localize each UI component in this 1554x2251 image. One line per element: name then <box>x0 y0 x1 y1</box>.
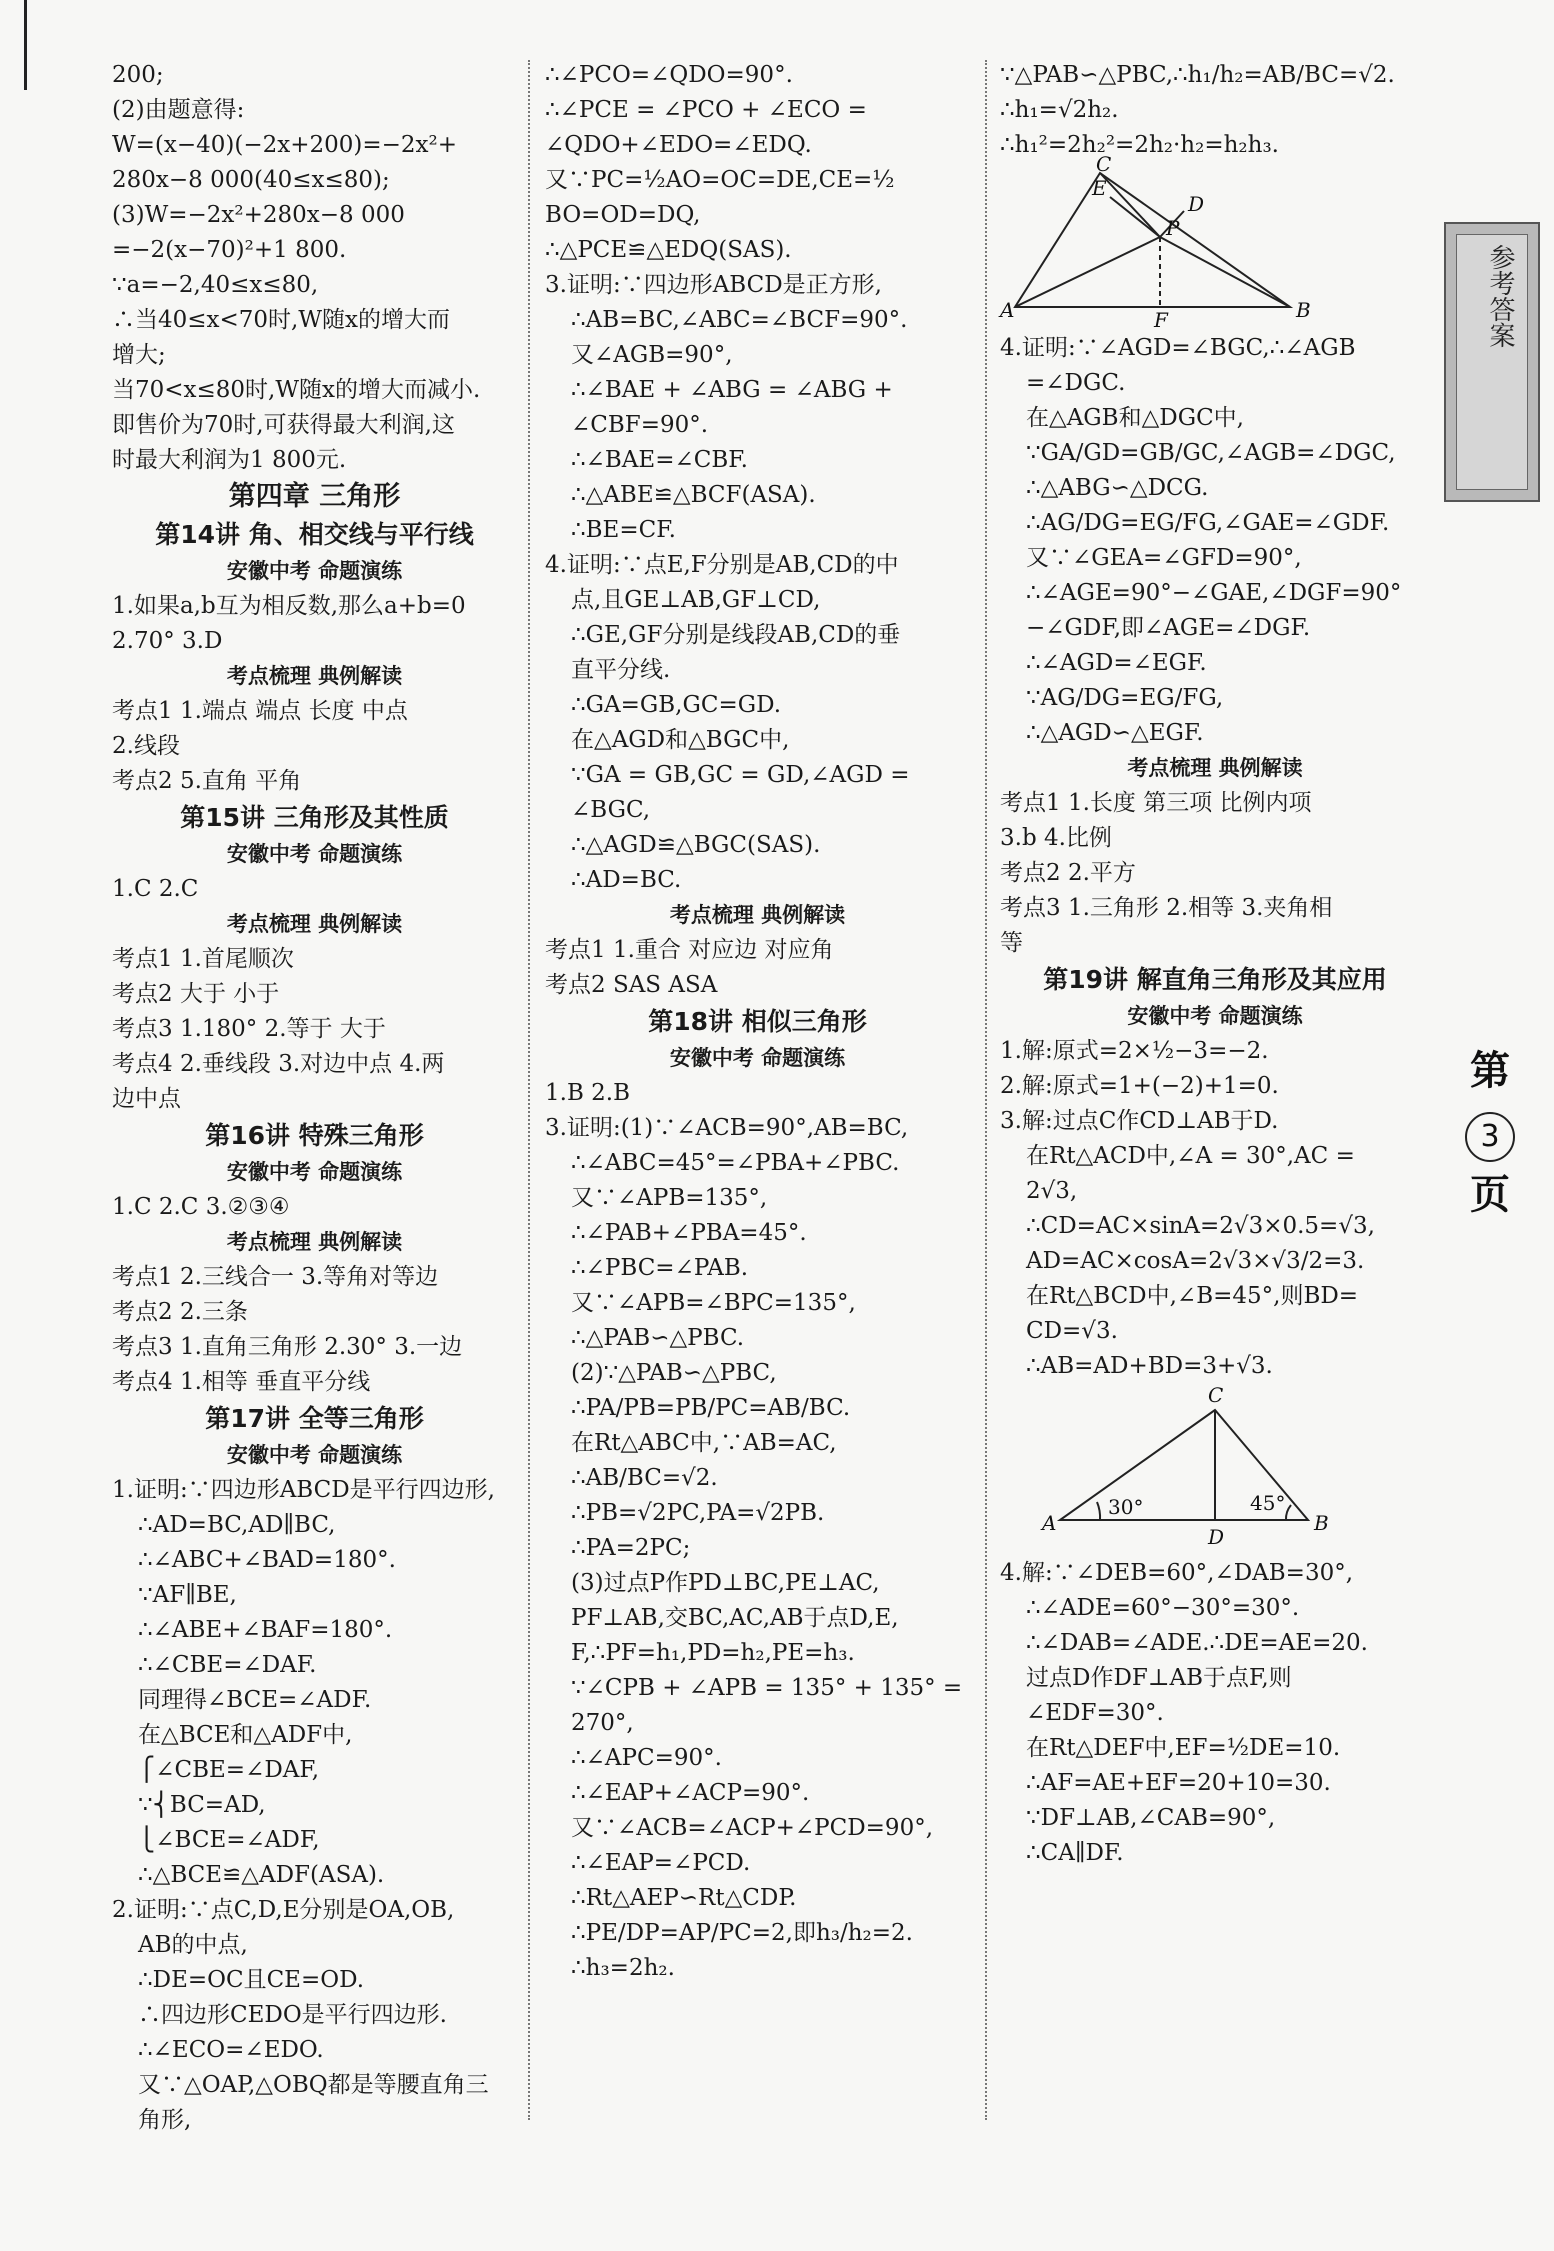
page-marker-suffix: 页 <box>1470 1172 1510 1218</box>
answer-line: 1.如果a,b互为相反数,那么a+b=0 <box>112 593 466 619</box>
answer-line: ∴PB=√2PC,PA=√2PB. <box>571 1500 825 1526</box>
answer-line: 过点D作DF⊥AB于点F,则 <box>1026 1665 1292 1691</box>
answer-line: (2)∵△PAB∽△PBC, <box>571 1360 777 1386</box>
answer-line: ∠QDO+∠EDO=∠EDQ. <box>545 132 812 158</box>
answer-line: ∴∠DAB=∠ADE.∴DE=AE=20. <box>1026 1630 1368 1656</box>
fig2-label: D <box>1208 1525 1225 1549</box>
answer-line: ∴△PCE≌△EDQ(SAS). <box>545 237 792 263</box>
answer-line: 考点2 SAS ASA <box>545 972 718 998</box>
answer-line: ∴∠PCE = ∠PCO + ∠ECO = <box>545 97 867 123</box>
answer-line: ∵GA = GB,GC = GD,∠AGD = <box>571 762 910 788</box>
section-heading: 考点梳理 典例解读 <box>669 903 846 927</box>
page-marker <box>1448 1040 1532 1226</box>
answer-line: 考点4 2.垂线段 3.对边中点 4.两 <box>112 1051 445 1077</box>
answer-line: ∴当40≤x<70时,W随x的增大而 <box>112 307 450 333</box>
answer-line: ∵a=−2,40≤x≤80, <box>112 272 319 298</box>
answer-line: 考点3 1.直角三角形 2.30° 3.一边 <box>112 1334 463 1360</box>
answer-line: ∠CBF=90°. <box>571 412 709 438</box>
answer-line: ∴GE,GF分别是线段AB,CD的垂 <box>571 622 901 648</box>
answer-line: 又∵∠APB=135°, <box>571 1185 768 1211</box>
page-edge-line <box>24 0 27 90</box>
answer-line: ∴PA=2PC; <box>571 1535 691 1561</box>
answer-line: PF⊥AB,交BC,AC,AB于点D,E, <box>571 1605 899 1631</box>
answer-line: ∵△PAB∽△PBC,∴h₁/h₂=AB/BC=√2. <box>1000 62 1395 88</box>
answer-line: ∴△PAB∽△PBC. <box>571 1325 745 1351</box>
answer-line: 考点4 1.相等 垂直平分线 <box>112 1369 371 1395</box>
answer-line: ∴△BCE≌△ADF(ASA). <box>138 1862 385 1888</box>
answer-line: 1.C 2.C 3.②③④ <box>112 1194 290 1220</box>
answer-line: ∴∠EAP=∠PCD. <box>571 1850 751 1876</box>
answer-line: 280x−8 000(40≤x≤80); <box>112 167 390 193</box>
section-heading: 考点梳理 典例解读 <box>226 1230 403 1254</box>
answer-line: ∴CA∥DF. <box>1026 1840 1124 1866</box>
answer-line: ∴四边形CEDO是平行四边形. <box>138 2002 447 2028</box>
answer-line: 又∠AGB=90°, <box>571 342 733 368</box>
answer-line: ∴PA/PB=PB/PC=AB/BC. <box>571 1395 851 1421</box>
answer-line: 200; <box>112 62 164 88</box>
answer-line: ⎩∠BCE=∠ADF, <box>138 1827 320 1853</box>
lecture-heading: 第18讲 相似三角形 <box>648 1007 867 1036</box>
answer-line: (2)由题意得: <box>112 97 245 123</box>
answer-line: 增大; <box>112 342 166 368</box>
section-heading: 安徽中考 命题演练 <box>226 1443 403 1467</box>
section-heading: 考点梳理 典例解读 <box>226 664 403 688</box>
fig1-label: E <box>1092 176 1107 200</box>
answer-line: 1.证明:∵四边形ABCD是平行四边形, <box>112 1477 495 1503</box>
answer-line: 考点1 1.端点 端点 长度 中点 <box>112 698 408 724</box>
answer-line: 点,且GE⊥AB,GF⊥CD, <box>571 587 821 613</box>
answer-line: ∴∠PBC=∠PAB. <box>571 1255 749 1281</box>
answer-line: ∴△AGD∽△EGF. <box>1026 720 1204 746</box>
answer-column-2 <box>545 58 970 1986</box>
answer-line: 2.解:原式=1+(−2)+1=0. <box>1000 1073 1279 1099</box>
side-tab-label: 参考答案 <box>1485 244 1515 348</box>
answer-line: 2√3, <box>1026 1178 1078 1204</box>
fig2-angle-label: 30° <box>1108 1495 1144 1519</box>
answer-line: 4.解:∵∠DEB=60°,∠DAB=30°, <box>1000 1560 1354 1586</box>
answer-line: AD=AC×cosA=2√3×√3/2=3. <box>1026 1248 1365 1274</box>
page-marker-prefix: 第 <box>1470 1048 1510 1094</box>
answer-line: 又∵△OAP,△OBQ都是等腰直角三 <box>138 2072 489 2098</box>
answer-line: 等 <box>1000 930 1023 956</box>
answer-line: ∵GA/GD=GB/GC,∠AGB=∠DGC, <box>1026 440 1396 466</box>
answer-line: ∴△AGD≌△BGC(SAS). <box>571 832 821 858</box>
answer-line: 在Rt△DEF中,EF=½DE=10. <box>1026 1735 1341 1761</box>
answer-line: 边中点 <box>112 1086 181 1112</box>
answer-line: ∴AG/DG=EG/FG,∠GAE=∠GDF. <box>1026 510 1390 536</box>
answer-line: =∠DGC. <box>1026 370 1126 396</box>
answer-line: 考点2 大于 小于 <box>112 981 280 1007</box>
answer-line: 考点3 1.三角形 2.相等 3.夹角相 <box>1000 895 1333 921</box>
fig2-label: A <box>1042 1511 1057 1535</box>
section-heading: 考点梳理 典例解读 <box>226 912 403 936</box>
fig2-label: C <box>1208 1383 1224 1407</box>
chapter-heading: 第四章 三角形 <box>228 481 401 512</box>
answer-line: 1.解:原式=2×½−3=−2. <box>1000 1038 1269 1064</box>
section-heading: 安徽中考 命题演练 <box>1127 1004 1303 1028</box>
answer-line: ∴h₁=√2h₂. <box>1000 97 1119 123</box>
answer-line: BO=OD=DQ, <box>545 202 701 228</box>
answer-line: (3)过点P作PD⊥BC,PE⊥AC, <box>571 1570 880 1596</box>
answer-line: 2.证明:∵点C,D,E分别是OA,OB, <box>112 1897 455 1923</box>
answer-line: 2.70° 3.D <box>112 628 223 654</box>
fig2-label: B <box>1314 1511 1329 1535</box>
answer-line: 1.C 2.C <box>112 876 199 902</box>
answer-line: ∵∠CPB + ∠APB = 135° + 135° = <box>571 1675 963 1701</box>
fig1-label: D <box>1188 192 1205 216</box>
answer-line: 在△BCE和△ADF中, <box>138 1722 353 1748</box>
answer-line: (3)W=−2x²+280x−8 000 <box>112 202 405 228</box>
answer-line: ∴AD=BC. <box>571 867 682 893</box>
answer-line: ∴∠AGD=∠EGF. <box>1026 650 1207 676</box>
answer-line: ∵AF∥BE, <box>138 1582 237 1608</box>
fig1-label: B <box>1296 298 1311 322</box>
answer-line: ∴∠APC=90°. <box>571 1745 722 1771</box>
answer-line: 时最大利润为1 800元. <box>112 447 347 473</box>
answer-line: ∴BE=CF. <box>571 517 676 543</box>
lecture-heading: 第17讲 全等三角形 <box>205 1404 424 1433</box>
answer-line: 考点2 5.直角 平角 <box>112 768 302 794</box>
lecture-heading: 第15讲 三角形及其性质 <box>180 803 449 832</box>
answer-line: 在△AGD和△BGC中, <box>571 727 790 753</box>
answer-line: 当70<x≤80时,W随x的增大而减小. <box>112 377 481 403</box>
section-heading: 考点梳理 典例解读 <box>1127 756 1303 780</box>
answer-line: 4.证明:∵点E,F分别是AB,CD的中 <box>545 552 899 578</box>
answer-line: ∠EDF=30°. <box>1026 1700 1164 1726</box>
column-divider <box>528 60 530 2120</box>
lecture-heading: 第16讲 特殊三角形 <box>205 1121 424 1150</box>
answer-line: =−2(x−70)²+1 800. <box>112 237 347 263</box>
answer-line: ∴∠BAE=∠CBF. <box>571 447 748 473</box>
answer-line: 3.证明:(1)∵∠ACB=90°,AB=BC, <box>545 1115 909 1141</box>
answer-line: 考点1 2.三线合一 3.等角对等边 <box>112 1264 439 1290</box>
answer-line: 3.证明:∵四边形ABCD是正方形, <box>545 272 882 298</box>
answer-column-3 <box>1000 58 1430 1871</box>
side-tab <box>1444 222 1540 502</box>
answer-line: ∵AG/DG=EG/FG, <box>1026 685 1224 711</box>
answer-line: ∵⎨BC=AD, <box>138 1792 266 1818</box>
answer-line: ∴AD=BC,AD∥BC, <box>138 1512 336 1538</box>
answer-line: ∴PE/DP=AP/PC=2,即h₃/h₂=2. <box>571 1920 913 1946</box>
section-heading: 安徽中考 命题演练 <box>226 559 403 583</box>
answer-line: ∴DE=OC且CE=OD. <box>138 1967 365 1993</box>
answer-line: ∴△ABE≌△BCF(ASA). <box>571 482 816 508</box>
answer-line: W=(x−40)(−2x+200)=−2x²+ <box>112 132 457 158</box>
answer-line: ∴AB/BC=√2. <box>571 1465 718 1491</box>
answer-line: −∠GDF,即∠AGE=∠DGF. <box>1026 615 1311 641</box>
answer-line: ∴∠EAP+∠ACP=90°. <box>571 1780 810 1806</box>
answer-line: ∴∠ECO=∠EDO. <box>138 2037 324 2063</box>
fig1-label: P <box>1166 216 1180 240</box>
answer-line: 考点1 1.重合 对应边 对应角 <box>545 937 834 963</box>
section-heading: 安徽中考 命题演练 <box>669 1046 846 1070</box>
answer-line: 270°, <box>571 1710 634 1736</box>
answer-column-1 <box>112 58 517 2138</box>
answer-line: ∴AB=BC,∠ABC=∠BCF=90°. <box>571 307 908 333</box>
fig1-label: C <box>1096 152 1112 176</box>
answer-line: 在Rt△ACD中,∠A = 30°,AC = <box>1026 1143 1355 1169</box>
answer-line: ∴AF=AE+EF=20+10=30. <box>1026 1770 1331 1796</box>
answer-line: 考点2 2.平方 <box>1000 860 1136 886</box>
answer-line: ∴CD=AC×sinA=2√3×0.5=√3, <box>1026 1213 1375 1239</box>
answer-line: ∴GA=GB,GC=GD. <box>571 692 782 718</box>
answer-line: ∵DF⊥AB,∠CAB=90°, <box>1026 1805 1276 1831</box>
page-number: 3 <box>1465 1112 1515 1162</box>
fig1-label: F <box>1154 308 1168 332</box>
answer-line: ∴AB=AD+BD=3+√3. <box>1026 1353 1273 1379</box>
answer-line: 3.解:过点C作CD⊥AB于D. <box>1000 1108 1279 1134</box>
answer-line: ∴∠ABC+∠BAD=180°. <box>138 1547 396 1573</box>
answer-line: ∴∠AGE=90°−∠GAE,∠DGF=90° <box>1026 580 1402 606</box>
answer-line: ∴∠ADE=60°−30°=30°. <box>1026 1595 1300 1621</box>
answer-line: AB的中点, <box>138 1932 248 1958</box>
section-heading: 安徽中考 命题演练 <box>226 842 403 866</box>
answer-line: 又∵PC=½AO=OC=DE,CE=½ <box>545 167 895 193</box>
answer-line: ∴∠PCO=∠QDO=90°. <box>545 62 793 88</box>
answer-line: ∴△ABG∽△DCG. <box>1026 475 1209 501</box>
fig1-label: A <box>1000 298 1015 322</box>
column-divider <box>985 60 987 2120</box>
fig2-angle-label: 45° <box>1250 1491 1286 1515</box>
similar-triangle-figure <box>1000 152 1370 332</box>
answer-line: 又∵∠APB=∠BPC=135°, <box>571 1290 856 1316</box>
answer-line: 考点2 2.三条 <box>112 1299 248 1325</box>
answer-line: CD=√3. <box>1026 1318 1118 1344</box>
answer-line: ∴h₃=2h₂. <box>571 1955 675 1981</box>
lecture-heading: 第14讲 角、相交线与平行线 <box>155 520 474 549</box>
answer-line: 1.B 2.B <box>545 1080 631 1106</box>
answer-line: ∴∠ABC=45°=∠PBA+∠PBC. <box>571 1150 900 1176</box>
answer-line: ⎧∠CBE=∠DAF, <box>138 1757 320 1783</box>
answer-line: ∴∠PAB+∠PBA=45°. <box>571 1220 807 1246</box>
answer-line: F,∴PF=h₁,PD=h₂,PE=h₃. <box>571 1640 855 1666</box>
answer-line: 即售价为70时,可获得最大利润,这 <box>112 412 455 438</box>
answer-line: 同理得∠BCE=∠ADF. <box>138 1687 372 1713</box>
answer-line: 考点1 1.长度 第三项 比例内项 <box>1000 790 1312 816</box>
answer-line: ∴∠ABE+∠BAF=180°. <box>138 1617 393 1643</box>
answer-line: ∴Rt△AEP∽Rt△CDP. <box>571 1885 797 1911</box>
answer-line: 又∵∠GEA=∠GFD=90°, <box>1026 545 1302 571</box>
answer-line: ∴∠CBE=∠DAF. <box>138 1652 317 1678</box>
answer-line: 2.线段 <box>112 733 180 759</box>
answer-line: 3.b 4.比例 <box>1000 825 1112 851</box>
answer-line: 角形, <box>138 2107 192 2133</box>
right-triangle-figure <box>1040 1383 1400 1550</box>
lecture-heading: 第19讲 解直角三角形及其应用 <box>1043 965 1387 994</box>
answer-line: 在Rt△ABC中,∵AB=AC, <box>571 1430 837 1456</box>
answer-line: 直平分线. <box>571 657 671 683</box>
answer-line: ∠BGC, <box>571 797 651 823</box>
answer-line: 在△AGB和△DGC中, <box>1026 405 1244 431</box>
answer-line: ∴h₁²=2h₂²=2h₂·h₂=h₂h₃. <box>1000 132 1279 158</box>
answer-line: 考点3 1.180° 2.等于 大于 <box>112 1016 386 1042</box>
answer-line: 4.证明:∵∠AGD=∠BGC,∴∠AGB <box>1000 335 1356 361</box>
answer-line: ∴∠BAE + ∠ABG = ∠ABG + <box>571 377 893 403</box>
section-heading: 安徽中考 命题演练 <box>226 1160 403 1184</box>
answer-line: 又∵∠ACB=∠ACP+∠PCD=90°, <box>571 1815 934 1841</box>
answer-line: 考点1 1.首尾顺次 <box>112 946 294 972</box>
answer-line: 在Rt△BCD中,∠B=45°,则BD= <box>1026 1283 1359 1309</box>
